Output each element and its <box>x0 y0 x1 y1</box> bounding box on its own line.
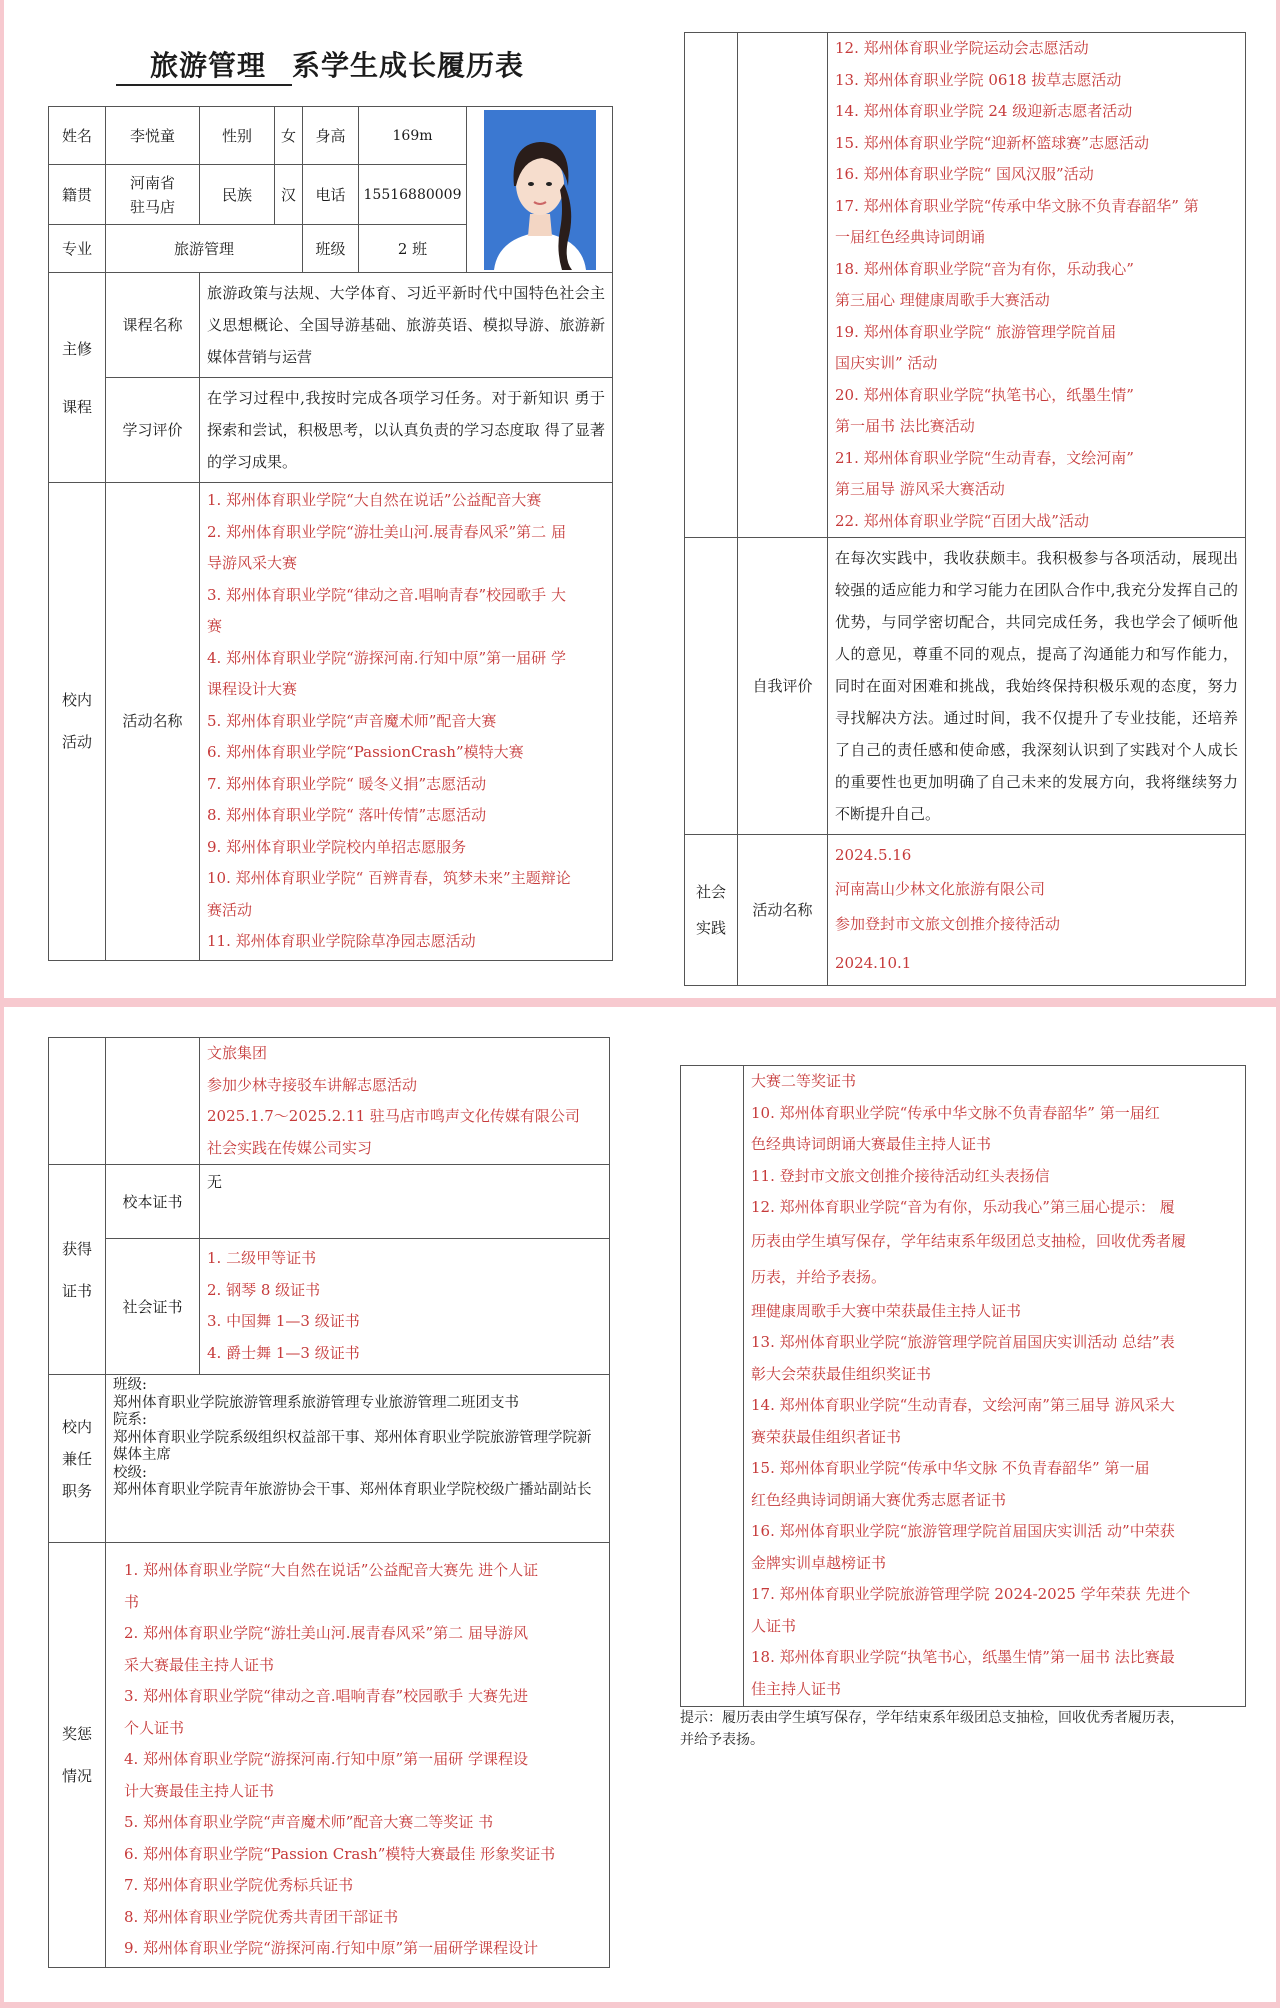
class-label: 班级 <box>303 225 359 273</box>
list-item: 15. 郑州体育职业学院“传承中华文脉 不负青春韶华” 第一届 <box>751 1459 1150 1477</box>
list-item: 人证书 <box>751 1616 797 1635</box>
social-label-1: 社会 <box>695 883 726 901</box>
list-item: 社会实践在传媒公司实习 <box>207 1138 373 1157</box>
list-item: 3. 中国舞 1—3 级证书 <box>207 1312 360 1330</box>
list-item: 14. 郑州体育职业学院“生动青春，文绘河南”第三届导 游风采大 <box>751 1396 1175 1414</box>
social-cert-label: 社会证书 <box>106 1239 200 1375</box>
list-item: 2024.10.1 <box>835 954 912 972</box>
campus-label-2: 活动 <box>61 733 92 752</box>
class-value: 2 班 <box>359 225 467 273</box>
list-item: 佳主持人证书 <box>751 1679 842 1698</box>
list-item: 国庆实训” 活动 <box>835 354 938 372</box>
list-item: 10. 郑州体育职业学院“ 百辨青春，筑梦未来”主题辩论 <box>207 869 571 887</box>
gender-label: 性别 <box>200 107 275 165</box>
list-item: 13. 郑州体育职业学院 0618 拔草志愿活动 <box>835 70 1122 89</box>
certs-section-label <box>49 1165 106 1375</box>
course-names: 旅游政策与法规、大学体育、习近平新时代中国特色社会主义思想概论、全国导游基础、旅游英语、模拟导游、旅游新媒体营销与运营 <box>200 273 613 378</box>
list-item: 7. 郑州体育职业学院“ 暖冬义捐”志愿活动 <box>207 774 487 793</box>
list-item: 17. 郑州体育职业学院“传承中华文脉不负青春韶华” 第 <box>835 196 1199 215</box>
title-suffix: 系学生成长履历表 <box>292 49 525 82</box>
self-eval-text: 在每次实践中，我收获颇丰。我积极参与各项活动，展现出较强的适应能力和学习能力在团队合作中,我充分发挥自己的优势，与同学密切配合，共同完成任务，我也学会了倾听他人的意见，尊重不同的观点，提高了沟通能力和写作能力，同时在面对困难和挑战，我始终保持积极乐观的态度，努力寻找解决方法。通过时间，我不仅提升了专业技能，还培养了自己的责任感和使命感，我深刻认识到了实践对个人成长的重要性也更加明确了自己未来的发展方向，我将继续努力不断提升自己。 <box>828 538 1246 835</box>
awards-list <box>106 1543 610 1968</box>
list-item: 19. 郑州体育职业学院“ 旅游管理学院首届 <box>835 322 1117 341</box>
courses-section-label <box>49 273 106 483</box>
list-item: 采大赛最佳主持人证书 <box>124 1655 275 1674</box>
list-item: 课程设计大赛 <box>207 680 298 698</box>
origin-line-2: 驻马店 <box>129 197 175 216</box>
study-eval-label: 学习评价 <box>106 378 200 483</box>
gender-value: 女 <box>275 107 303 165</box>
campus-activity-label: 活动名称 <box>106 483 200 961</box>
list-item: 导游风采大赛 <box>207 554 298 572</box>
social-cert-list <box>200 1239 610 1375</box>
school-cert-label: 校本证书 <box>106 1165 200 1239</box>
list-item: 16. 郑州体育职业学院“ 国风汉服”活动 <box>835 165 1094 183</box>
courses-label-2: 课程 <box>61 397 92 416</box>
list-item: 2. 郑州体育职业学院“游壮美山河.展青春风采”第二 届导游风 <box>124 1624 528 1642</box>
roles-label-1: 校内 <box>61 1417 92 1436</box>
name-label: 姓名 <box>49 107 106 165</box>
campus-activity-list-cont <box>828 33 1246 538</box>
social-cont-blank-2 <box>106 1038 200 1165</box>
list-item: 书 <box>124 1592 140 1611</box>
list-item: 参加登封市文旅文创推介接待活动 <box>835 915 1061 933</box>
list-item: 20. 郑州体育职业学院“执笔书心，纸墨生情” <box>835 385 1134 404</box>
list-item: 1. 郑州体育职业学院“大自然在说话”公益配音大赛 <box>207 491 542 509</box>
list-item: 18. 郑州体育职业学院“执笔书心，纸墨生情”第一届书 法比赛最 <box>751 1648 1175 1666</box>
page-2 <box>4 1007 1276 2002</box>
list-item: 参加少林寺接驳车讲解志愿活动 <box>207 1075 418 1094</box>
social-activity-list-cont <box>200 1038 610 1165</box>
origin-value <box>106 165 200 225</box>
list-item: 6. 郑州体育职业学院“PassionCrash”模特大赛 <box>207 743 524 761</box>
list-item: 3. 郑州体育职业学院“律动之音.唱响青春”校园歌手 大 <box>207 585 566 604</box>
list-item: 18. 郑州体育职业学院“音为有你，乐动我心” <box>835 259 1134 278</box>
list-item: 12. 郑州体育职业学院运动会志愿活动 <box>835 39 1089 57</box>
list-item: 6. 郑州体育职业学院“Passion Crash”模特大赛最佳 形象奖证书 <box>124 1844 556 1863</box>
list-item: 8. 郑州体育职业学院“ 落叶传情”志愿活动 <box>207 806 487 824</box>
list-item: 赛 <box>207 617 223 635</box>
campus-label-1: 校内 <box>61 691 92 710</box>
list-item: 8. 郑州体育职业学院优秀共青团干部证书 <box>124 1907 399 1926</box>
major-value: 旅游管理 <box>106 225 303 273</box>
social-section-label <box>685 835 738 986</box>
list-item: 历表由学生填写保存，学年结束系年级团总支抽检，回收优秀者履 <box>751 1231 1187 1250</box>
list-item: 1. 二级甲等证书 <box>207 1249 317 1267</box>
awards-list-cont <box>744 1066 1246 1707</box>
awards-cont-blank <box>681 1066 744 1707</box>
list-item: 红色经典诗词朗诵大赛优秀志愿者证书 <box>751 1490 1007 1509</box>
certs-label-2: 证书 <box>61 1281 92 1300</box>
footer-note-line-1: 提示：履历表由学生填写保存，学年结束系年级团总支抽检，回收优秀者履历表， <box>680 1710 1184 1726</box>
list-item: 历表，并给予表扬。 <box>751 1267 887 1286</box>
roles-school-text: 郑州体育职业学院青年旅游协会干事、郑州体育职业学院校级广播站副站长 <box>113 1482 592 1498</box>
page-1 <box>4 0 1276 998</box>
roles-dept-text: 郑州体育职业学院系级组织权益部干事、郑州体育职业学院旅游管理学院新媒体主席 <box>113 1429 592 1463</box>
list-item: 10. 郑州体育职业学院“传承中华文脉不负青春韶华” 第一届红 <box>751 1103 1160 1122</box>
roles-school-label: 校级: <box>113 1464 147 1481</box>
title-major: 旅游管理 <box>116 44 292 86</box>
list-item: 5. 郑州体育职业学院“声音魔术师”配音大赛二等奖证 书 <box>124 1813 494 1831</box>
list-item: 11. 郑州体育职业学院除草净园志愿活动 <box>207 932 476 950</box>
awards-section-label <box>49 1543 106 1968</box>
list-item: 2024.5.16 <box>835 846 912 864</box>
social-activity-label: 活动名称 <box>738 835 828 986</box>
list-item: 赛活动 <box>207 900 253 919</box>
height-label: 身高 <box>303 107 359 165</box>
name-value: 李悦童 <box>106 107 200 165</box>
list-item: 7. 郑州体育职业学院优秀标兵证书 <box>124 1876 354 1894</box>
roles-class-text: 郑州体育职业学院旅游管理系旅游管理专业旅游管理二班团支书 <box>113 1394 519 1411</box>
phone-label: 电话 <box>303 165 359 225</box>
certs-label-1: 获得 <box>61 1239 92 1258</box>
origin-line-1: 河南省 <box>129 173 175 192</box>
roles-dept-label: 院系: <box>113 1412 147 1428</box>
student-photo <box>484 110 596 270</box>
list-item: 文旅集团 <box>207 1044 268 1062</box>
roles-content <box>106 1375 610 1543</box>
list-item: 4. 爵士舞 1—3 级证书 <box>207 1343 360 1362</box>
photo-cell <box>467 107 613 273</box>
self-eval-label: 自我评价 <box>738 538 828 835</box>
list-item: 15. 郑州体育职业学院“迎新杯篮球赛”志愿活动 <box>835 133 1149 152</box>
list-item: 22. 郑州体育职业学院“百团大战”活动 <box>835 511 1089 530</box>
list-item: 色经典诗词朗诵大赛最佳主持人证书 <box>751 1135 992 1153</box>
height-value: 169m <box>359 107 467 165</box>
list-item: 一届红色经典诗词朗诵 <box>835 228 986 246</box>
social-cont-blank <box>49 1038 106 1165</box>
list-item: 3. 郑州体育职业学院“律动之音.唱响青春”校园歌手 大赛先进 <box>124 1687 528 1705</box>
campus-section-label <box>49 483 106 961</box>
list-item: 21. 郑州体育职业学院“生动青春，文绘河南” <box>835 448 1134 467</box>
footer-note <box>680 1707 1250 1751</box>
courses-label-1: 主修 <box>61 339 92 358</box>
left-table <box>48 106 613 961</box>
list-item: 第三届心 理健康周歌手大赛活动 <box>835 291 1050 309</box>
ethnic-label: 民族 <box>200 165 275 225</box>
list-item: 彰大会荣获最佳组织奖证书 <box>751 1364 932 1383</box>
campus-activity-list <box>200 483 613 961</box>
social-label-2: 实践 <box>695 919 726 937</box>
awards-label-1: 奖惩 <box>61 1725 92 1743</box>
left-table-2 <box>48 1037 610 1968</box>
major-label: 专业 <box>49 225 106 273</box>
list-item: 2. 钢琴 8 级证书 <box>207 1280 321 1299</box>
list-item: 12. 郑州体育职业学院“音为有你，乐动我心”第三届心提示： 履 <box>751 1198 1175 1216</box>
list-item: 4. 郑州体育职业学院“游探河南.行知中原”第一届研 学 <box>207 648 566 667</box>
phone-value: 15516880009 <box>359 165 467 225</box>
list-item: 大赛二等奖证书 <box>751 1072 857 1090</box>
social-activity-list <box>828 835 1246 986</box>
campus-cont-blank <box>685 33 738 538</box>
list-item: 13. 郑州体育职业学院“旅游管理学院首届国庆实训活动 总结”表 <box>751 1333 1175 1351</box>
list-item: 16. 郑州体育职业学院“旅游管理学院首届国庆实训活 动”中荣获 <box>751 1522 1175 1540</box>
form-title <box>116 44 576 86</box>
list-item: 第一届书 法比赛活动 <box>835 417 975 435</box>
list-item: 第三届导 游风采大赛活动 <box>835 480 1005 498</box>
list-item: 5. 郑州体育职业学院“声音魔术师”配音大赛 <box>207 711 497 730</box>
list-item: 17. 郑州体育职业学院旅游管理学院 2024-2025 学年荣获 先进个 <box>751 1585 1191 1603</box>
roles-class-label: 班级: <box>113 1377 147 1393</box>
right-table-2 <box>680 1065 1246 1707</box>
list-item: 1. 郑州体育职业学院“大自然在说话”公益配音大赛先 进个人证 <box>124 1561 539 1579</box>
origin-label: 籍贯 <box>49 165 106 225</box>
list-item: 11. 登封市文旅文创推介接待活动红头表扬信 <box>751 1166 1050 1185</box>
course-name-label: 课程名称 <box>106 273 200 378</box>
list-item: 9. 郑州体育职业学院校内单招志愿服务 <box>207 837 467 856</box>
list-item: 4. 郑州体育职业学院“游探河南.行知中原”第一届研 学课程设 <box>124 1750 528 1768</box>
list-item: 计大赛最佳主持人证书 <box>124 1781 275 1800</box>
footer-note-line-2: 并给予表扬。 <box>680 1732 764 1748</box>
list-item: 河南嵩山少林文化旅游有限公司 <box>835 880 1046 898</box>
ethnic-value: 汉 <box>275 165 303 225</box>
list-item: 2. 郑州体育职业学院“游壮美山河.展青春风采”第二 届 <box>207 522 566 541</box>
study-eval: 在学习过程中,我按时完成各项学习任务。对于新知识 勇于探索和尝试，积极思考，以认真负责的学习态度取 得了显著的学习成果。 <box>200 378 613 483</box>
right-table-1 <box>684 32 1246 986</box>
awards-label-2: 情况 <box>61 1767 92 1785</box>
list-item: 个人证书 <box>124 1718 185 1737</box>
list-item: 14. 郑州体育职业学院 24 级迎新志愿者活动 <box>835 102 1133 120</box>
school-cert-value: 无 <box>200 1165 610 1239</box>
roles-label-3: 职务 <box>61 1481 92 1500</box>
list-item: 赛荣获最佳组织者证书 <box>751 1427 902 1446</box>
list-item: 金牌实训卓越榜证书 <box>751 1553 887 1572</box>
list-item: 2025.1.7～2025.2.11 驻马店市鸣声文化传媒有限公司 <box>207 1107 580 1125</box>
roles-label-2: 兼任 <box>61 1449 92 1468</box>
list-item: 9. 郑州体育职业学院“游探河南.行知中原”第一届研学课程设计 <box>124 1939 539 1957</box>
campus-cont-blank-2 <box>738 33 828 538</box>
roles-section-label <box>49 1375 106 1543</box>
self-eval-blank <box>685 538 738 835</box>
list-item: 理健康周歌手大赛中荣获最佳主持人证书 <box>751 1301 1022 1320</box>
